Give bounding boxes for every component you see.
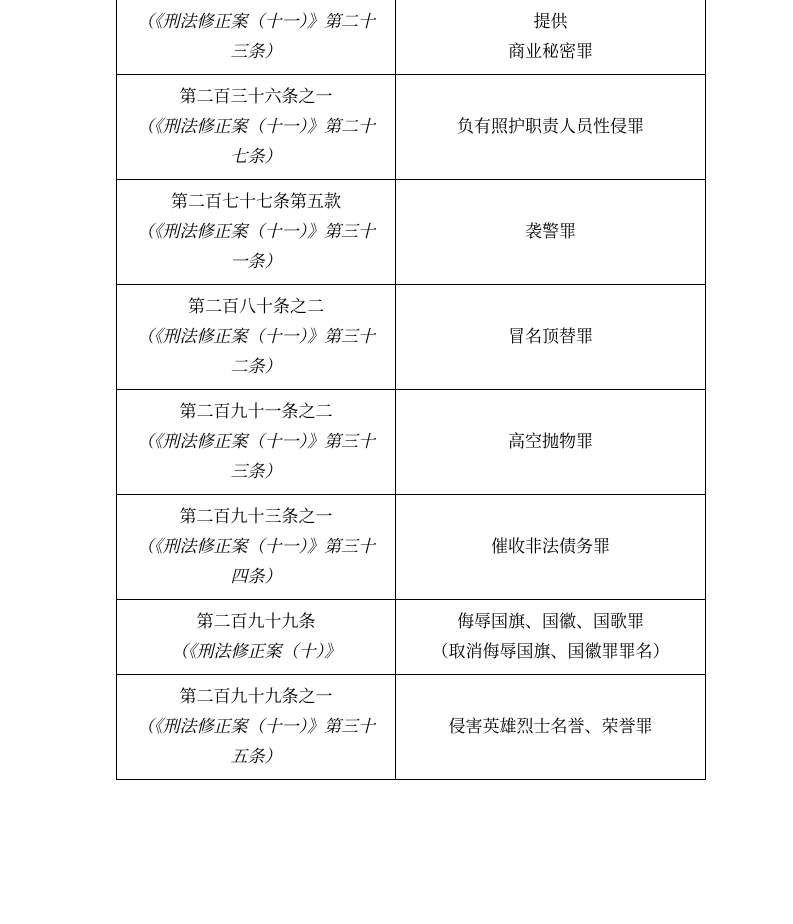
criminal-law-charges-table: [116, 0, 706, 780]
charge-cell: [396, 675, 706, 780]
charge-cell: [396, 495, 706, 600]
table-row: [117, 0, 706, 75]
article-line: 一条）: [230, 252, 282, 271]
article-line: （《刑法修正案（十一）》第二十: [137, 117, 375, 136]
article-line: （《刑法修正案（十一）》第三十: [137, 717, 375, 736]
charge-line: 袭警罪: [525, 222, 576, 241]
article-line: 四条）: [230, 567, 282, 586]
article-line: 三条）: [230, 462, 282, 481]
article-line: 第二百七十七条第五款: [171, 192, 341, 211]
charge-line: 高空抛物罪: [508, 432, 593, 451]
charge-cell: [396, 600, 706, 675]
article-cell: [117, 390, 396, 495]
article-line: 第二百九十九条: [196, 612, 316, 631]
article-cell: [117, 180, 396, 285]
article-line: （《刑法修正案（十一）》第三十: [137, 432, 375, 451]
charge-cell: [396, 0, 706, 75]
charge-line: 提供: [533, 12, 568, 31]
article-cell: [117, 675, 396, 780]
article-line: 二条）: [230, 357, 282, 376]
table-row: [117, 495, 706, 600]
charge-line: 侵害英雄烈士名誉、荣誉罪: [448, 717, 653, 736]
article-line: 第二百三十六条之一: [179, 87, 333, 106]
table-row: [117, 675, 706, 780]
table-row: [117, 75, 706, 180]
charge-line: 商业秘密罪: [508, 42, 593, 61]
article-line: 第二百九十三条之一: [179, 507, 333, 526]
table-row: [117, 285, 706, 390]
charge-cell: [396, 285, 706, 390]
charge-line: 冒名顶替罪: [508, 327, 593, 346]
charge-cell: [396, 75, 706, 180]
article-line: 第二百九十一条之二: [179, 402, 333, 421]
article-line: （《刑法修正案（十一）》第三十: [137, 222, 375, 241]
article-cell: [117, 495, 396, 600]
table-row: [117, 390, 706, 495]
article-cell: [117, 285, 396, 390]
article-cell: [117, 0, 396, 75]
article-line: （《刑法修正案（十一）》第三十: [137, 537, 375, 556]
article-line: 五条）: [230, 747, 282, 766]
charge-line: 负有照护职责人员性侵罪: [457, 117, 644, 136]
article-cell: [117, 600, 396, 675]
article-cell: [117, 75, 396, 180]
charge-cell: [396, 180, 706, 285]
article-line: （《刑法修正案（十一）》第二十: [137, 12, 375, 31]
table-row: [117, 180, 706, 285]
table-body: [117, 0, 706, 780]
article-line: （《刑法修正案（十）》: [171, 642, 341, 661]
article-line: 第二百八十条之二: [188, 297, 324, 316]
charge-line: 侮辱国旗、国徽、国歌罪: [457, 612, 644, 631]
charge-line: 催收非法债务罪: [491, 537, 610, 556]
article-line: 三条）: [230, 42, 282, 61]
article-line: 第二百九十九条之一: [179, 687, 333, 706]
table-row: [117, 600, 706, 675]
article-line: （《刑法修正案（十一）》第三十: [137, 327, 375, 346]
charge-line: （取消侮辱国旗、国徽罪罪名）: [431, 642, 670, 661]
article-line: 七条）: [230, 147, 282, 166]
charge-cell: [396, 390, 706, 495]
